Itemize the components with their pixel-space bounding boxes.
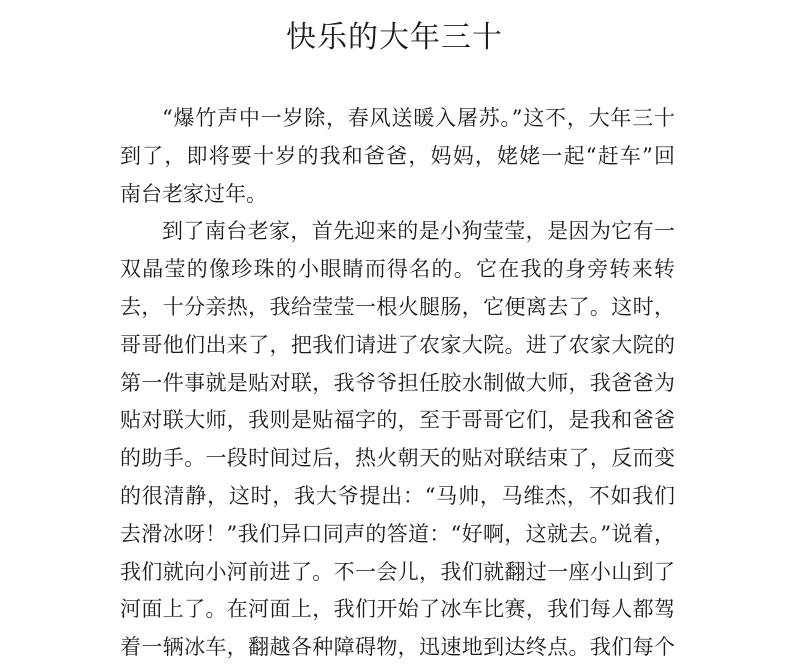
text-line: 第一件事就是贴对联，我爷爷担任胶水制做大师，我爸爸为 bbox=[120, 370, 675, 395]
text-line: 到了，即将要十岁的我和爸爸，妈妈，姥姥一起“赶车”回 bbox=[120, 143, 675, 168]
text-line: 到了南台老家，首先迎来的是小狗莹莹，是因为它有一 bbox=[162, 219, 675, 244]
text-line: 哥哥他们出来了，把我们请进了农家大院。进了农家大院的 bbox=[120, 332, 675, 357]
text-line: 着一辆冰车，翻越各种障碍物，迅速地到达终点。我们每个 bbox=[120, 635, 675, 660]
text-line: 双晶莹的像珍珠的小眼睛而得名的。它在我的身旁转来转 bbox=[120, 257, 675, 282]
text-line: 河面上了。在河面上，我们开始了冰车比赛，我们每人都驾 bbox=[120, 597, 675, 622]
text-line: 去，十分亲热，我给莹莹一根火腿肠，它便离去了。这时， bbox=[120, 294, 675, 319]
text-line: 我们就向小河前进了。不一会儿，我们就翻过一座小山到了 bbox=[120, 559, 675, 584]
text-line: 贴对联大师，我则是贴福字的，至于哥哥它们，是我和爸爸 bbox=[120, 408, 675, 433]
page-title: 快乐的大年三十 bbox=[286, 20, 503, 55]
text-line: 的很清静，这时，我大爷提出：“马帅，马维杰，不如我们 bbox=[120, 483, 675, 508]
article-body bbox=[120, 100, 675, 667]
text-line: 去滑冰呀！”我们异口同声的答道：“好啊，这就去。”说着， bbox=[120, 521, 675, 546]
text-line: 南台老家过年。 bbox=[120, 181, 267, 206]
text-line: 的助手。一段时间过后，热火朝天的贴对联结束了，反而变 bbox=[120, 446, 675, 471]
text-line: “爆竹声中一岁除，春风送暖入屠苏。”这不，大年三十 bbox=[162, 106, 675, 130]
